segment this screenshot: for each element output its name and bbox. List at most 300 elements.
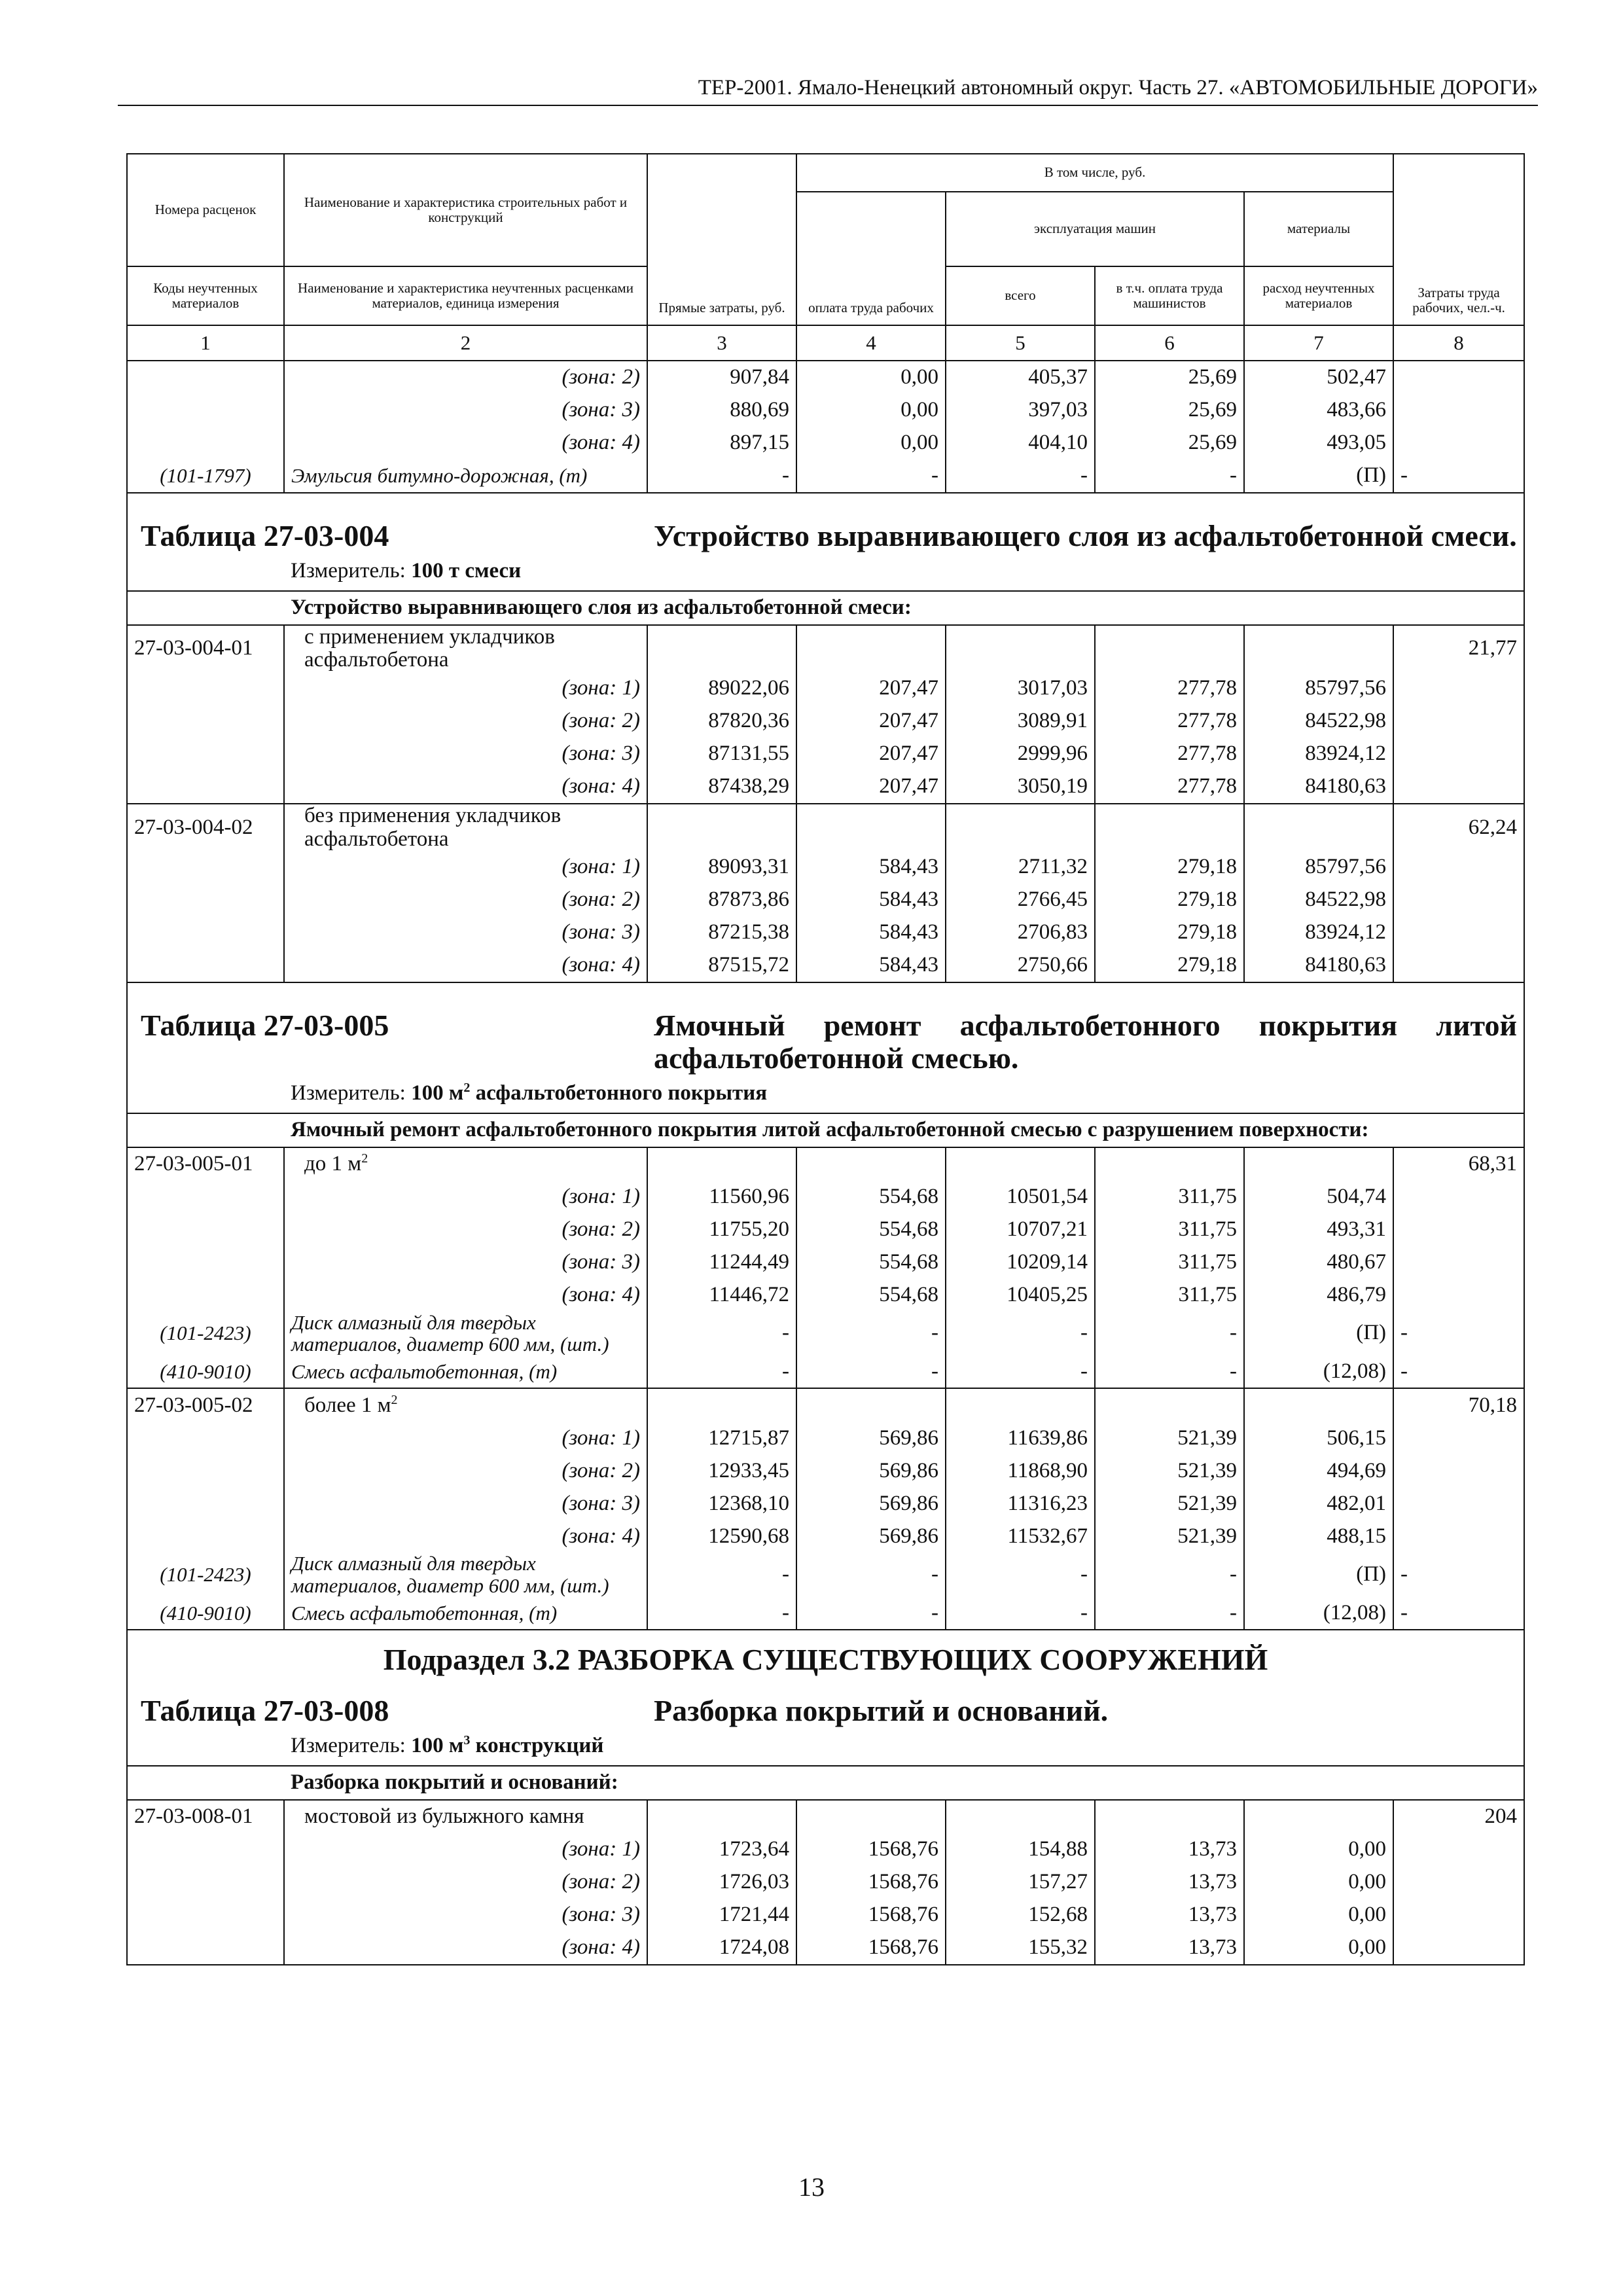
measure-prefix: Измеритель: xyxy=(291,1734,406,1758)
rate-item-row xyxy=(127,1800,1524,1833)
value-cell: - xyxy=(796,1355,946,1388)
labor-cell xyxy=(1393,1181,1524,1213)
value-cell xyxy=(647,1388,796,1422)
zone-row xyxy=(127,1279,1524,1312)
hdr-machines: эксплуатация машин xyxy=(946,192,1244,266)
zone-row xyxy=(127,770,1524,804)
value-cell: 554,68 xyxy=(796,1246,946,1279)
value-cell: 0,00 xyxy=(796,361,946,394)
rate-item-row xyxy=(127,1147,1524,1181)
value-cell xyxy=(1244,1800,1393,1833)
measure-suffix: асфальтобетонного покрытия xyxy=(475,1081,768,1105)
hdr-wages: оплата труда рабочих xyxy=(796,192,946,325)
value-cell: 83924,12 xyxy=(1244,738,1393,770)
table-004-title: Устройство выравнивающего слоя из асфальтобетонной смеси. xyxy=(647,493,1524,555)
value-cell: - xyxy=(1095,1596,1244,1630)
material-code: (410-9010) xyxy=(127,1596,284,1630)
zone-label: (зона: 2) xyxy=(284,705,647,738)
value-cell xyxy=(796,1800,946,1833)
column-index: 8 xyxy=(1393,325,1524,361)
measure-spacer xyxy=(127,1730,284,1766)
labor-cell xyxy=(1393,427,1524,459)
zone-row xyxy=(127,672,1524,705)
value-cell: 584,43 xyxy=(796,949,946,982)
material-code: (101-2423) xyxy=(127,1312,284,1355)
hdr-material-codes: Коды неучтенных материалов xyxy=(127,266,284,325)
zone-label: (зона: 2) xyxy=(284,1454,647,1487)
zone-label: (зона: 4) xyxy=(284,427,647,459)
zone-row xyxy=(127,1520,1524,1552)
value-cell xyxy=(946,1388,1095,1422)
value-cell: 279,18 xyxy=(1095,916,1244,949)
value-cell: 152,68 xyxy=(946,1899,1095,1931)
value-cell xyxy=(1244,804,1393,851)
table-005-heading xyxy=(127,982,1524,1077)
value-cell: 84180,63 xyxy=(1244,949,1393,982)
zone-label: (зона: 4) xyxy=(284,770,647,804)
table-004-section-row xyxy=(127,591,1524,625)
value-cell: 311,75 xyxy=(1095,1246,1244,1279)
value-cell: 11639,86 xyxy=(946,1422,1095,1454)
value-cell: 83924,12 xyxy=(1244,916,1393,949)
material-row xyxy=(127,459,1524,493)
value-cell: 1568,76 xyxy=(796,1866,946,1899)
superscript: 2 xyxy=(391,1393,398,1408)
value-cell: 25,69 xyxy=(1095,427,1244,459)
value-cell: 480,67 xyxy=(1244,1246,1393,1279)
value-cell xyxy=(1095,1388,1244,1422)
value-cell: 404,10 xyxy=(946,427,1095,459)
value-cell: 405,37 xyxy=(946,361,1095,394)
value-cell: 907,84 xyxy=(647,361,796,394)
value-cell: 482,01 xyxy=(1244,1487,1393,1520)
zone-row xyxy=(127,1833,1524,1866)
value-cell xyxy=(647,625,796,672)
value-cell: 3017,03 xyxy=(946,672,1095,705)
zone-label: (зона: 1) xyxy=(284,1181,647,1213)
value-cell xyxy=(647,804,796,851)
labor-value: 21,77 xyxy=(1393,625,1524,672)
material-row xyxy=(127,1355,1524,1388)
hdr-direct-costs: Прямые затраты, руб. xyxy=(647,154,796,325)
labor-cell xyxy=(1393,1279,1524,1312)
value-cell: 12715,87 xyxy=(647,1422,796,1454)
value-cell: 488,15 xyxy=(1244,1520,1393,1552)
labor-cell xyxy=(1393,361,1524,394)
code-cell xyxy=(127,1931,284,1965)
column-index-row xyxy=(127,325,1524,361)
work-name-text: до 1 м xyxy=(304,1152,362,1176)
labor-cell xyxy=(1393,916,1524,949)
value-cell: 0,00 xyxy=(1244,1866,1393,1899)
zone-label: (зона: 4) xyxy=(284,949,647,982)
zone-row xyxy=(127,427,1524,459)
value-cell: (12,08) xyxy=(1244,1596,1393,1630)
value-cell: 84522,98 xyxy=(1244,884,1393,916)
code-cell xyxy=(127,394,284,427)
table-005-section-row xyxy=(127,1113,1524,1147)
value-cell xyxy=(647,1800,796,1833)
value-cell: 494,69 xyxy=(1244,1454,1393,1487)
table-008-title: Разборка покрытий и оснований. xyxy=(647,1676,1524,1730)
zone-row xyxy=(127,1213,1524,1246)
zone-label: (зона: 2) xyxy=(284,1866,647,1899)
value-cell: - xyxy=(647,1312,796,1355)
value-cell: 25,69 xyxy=(1095,361,1244,394)
value-cell: - xyxy=(647,1596,796,1630)
value-cell: 154,88 xyxy=(946,1833,1095,1866)
value-cell: 311,75 xyxy=(1095,1181,1244,1213)
zone-row xyxy=(127,1899,1524,1931)
table-004-measure xyxy=(284,555,1524,591)
value-cell: 207,47 xyxy=(796,770,946,804)
table-008-heading xyxy=(127,1676,1524,1730)
code-cell xyxy=(127,1866,284,1899)
zone-row xyxy=(127,916,1524,949)
value-cell: 87215,38 xyxy=(647,916,796,949)
material-row xyxy=(127,1596,1524,1630)
labor-cell: - xyxy=(1393,1355,1524,1388)
hdr-materials: материалы xyxy=(1244,192,1393,266)
measure-value: 100 т смеси xyxy=(411,558,522,583)
table-004-heading xyxy=(127,493,1524,555)
labor-cell xyxy=(1393,1422,1524,1454)
material-name: Диск алмазный для твердых материалов, диаметр 600 мм, (шт.) xyxy=(284,1312,647,1355)
value-cell: 1723,64 xyxy=(647,1833,796,1866)
column-index: 1 xyxy=(127,325,284,361)
labor-cell xyxy=(1393,394,1524,427)
table-008-measure xyxy=(284,1730,1524,1766)
value-cell: 554,68 xyxy=(796,1213,946,1246)
hdr-rate-numbers: Номера расценок xyxy=(127,154,284,266)
value-cell xyxy=(1095,1147,1244,1181)
zone-row xyxy=(127,1454,1524,1487)
work-name xyxy=(284,1388,647,1422)
table-008-label: Таблица 27-03-008 xyxy=(141,1694,389,1728)
value-cell: - xyxy=(796,1312,946,1355)
value-cell: - xyxy=(1095,1312,1244,1355)
value-cell: 569,86 xyxy=(796,1520,946,1552)
value-cell: 10707,21 xyxy=(946,1213,1095,1246)
value-cell: 13,73 xyxy=(1095,1833,1244,1866)
table-005-measure xyxy=(284,1077,1524,1113)
zone-label: (зона: 4) xyxy=(284,1279,647,1312)
zone-label: (зона: 1) xyxy=(284,672,647,705)
table-005-measure-row xyxy=(127,1077,1524,1113)
value-cell: 10501,54 xyxy=(946,1181,1095,1213)
column-index: 6 xyxy=(1095,325,1244,361)
value-cell: 311,75 xyxy=(1095,1213,1244,1246)
value-cell: 2999,96 xyxy=(946,738,1095,770)
measure-spacer xyxy=(127,1077,284,1113)
value-cell: (12,08) xyxy=(1244,1355,1393,1388)
material-name: Смесь асфальтобетонная, (т) xyxy=(284,1596,647,1630)
value-cell xyxy=(1244,1388,1393,1422)
hdr-labor: Затраты труда рабочих, чел.-ч. xyxy=(1393,154,1524,325)
table-004-measure-row xyxy=(127,555,1524,591)
page-header: ТЕР-2001. Ямало-Ненецкий автономный округ. Часть 27. «АВТОМОБИЛЬНЫЕ ДОРОГИ» xyxy=(118,71,1538,106)
value-cell: 1568,76 xyxy=(796,1833,946,1866)
value-cell: 0,00 xyxy=(796,394,946,427)
material-row xyxy=(127,1312,1524,1355)
measure-value: 100 м xyxy=(411,1081,464,1105)
value-cell: 493,05 xyxy=(1244,427,1393,459)
value-cell: 13,73 xyxy=(1095,1899,1244,1931)
table-008-measure-row xyxy=(127,1730,1524,1766)
value-cell: 11244,49 xyxy=(647,1246,796,1279)
zone-row xyxy=(127,1931,1524,1965)
value-cell: - xyxy=(796,1552,946,1596)
labor-cell xyxy=(1393,705,1524,738)
labor-cell xyxy=(1393,672,1524,705)
value-cell xyxy=(647,1147,796,1181)
value-cell: 277,78 xyxy=(1095,738,1244,770)
work-name-text: мостовой из булыжного камня xyxy=(304,1804,584,1828)
hdr-including: В том числе, руб. xyxy=(796,154,1393,192)
value-cell xyxy=(1244,1147,1393,1181)
value-cell: 3050,19 xyxy=(946,770,1095,804)
zone-row xyxy=(127,394,1524,427)
page-number: 13 xyxy=(798,2172,825,2202)
value-cell: 89022,06 xyxy=(647,672,796,705)
zone-row xyxy=(127,1246,1524,1279)
measure-value: 100 м xyxy=(411,1734,464,1758)
material-code: (101-1797) xyxy=(127,459,284,493)
zone-label: (зона: 3) xyxy=(284,1246,647,1279)
labor-value: 70,18 xyxy=(1393,1388,1524,1422)
value-cell: - xyxy=(796,1596,946,1630)
zone-label: (зона: 3) xyxy=(284,1487,647,1520)
value-cell: 2711,32 xyxy=(946,851,1095,884)
value-cell: 0,00 xyxy=(796,427,946,459)
measure-superscript: 3 xyxy=(463,1733,471,1748)
zone-label: (зона: 2) xyxy=(284,361,647,394)
hdr-unaccounted-materials: расход неучтенных материалов xyxy=(1244,266,1393,325)
zone-label: (зона: 2) xyxy=(284,1213,647,1246)
value-cell: 11316,23 xyxy=(946,1487,1095,1520)
value-cell: 11560,96 xyxy=(647,1181,796,1213)
value-cell: 1568,76 xyxy=(796,1899,946,1931)
value-cell: 277,78 xyxy=(1095,705,1244,738)
labor-cell xyxy=(1393,851,1524,884)
table-005-section: Ямочный ремонт асфальтобетонного покрытия литой асфальтобетонной смесью с разрушением поверхности: xyxy=(284,1113,1524,1147)
value-cell: 521,39 xyxy=(1095,1487,1244,1520)
value-cell: 87873,86 xyxy=(647,884,796,916)
value-cell: - xyxy=(647,1355,796,1388)
value-cell: 87438,29 xyxy=(647,770,796,804)
price-table xyxy=(126,153,1525,1965)
labor-cell: - xyxy=(1393,1552,1524,1596)
labor-cell xyxy=(1393,884,1524,916)
labor-value: 68,31 xyxy=(1393,1147,1524,1181)
value-cell: 87131,55 xyxy=(647,738,796,770)
code-cell xyxy=(127,1899,284,1931)
value-cell: 12933,45 xyxy=(647,1454,796,1487)
code-cell xyxy=(127,916,284,949)
header-row-1 xyxy=(127,154,1524,192)
rate-code: 27-03-005-02 xyxy=(127,1388,284,1422)
table-008-section-row xyxy=(127,1766,1524,1800)
value-cell: 584,43 xyxy=(796,916,946,949)
value-cell: 207,47 xyxy=(796,672,946,705)
table-005-label-cell xyxy=(127,982,647,1077)
value-cell: 483,66 xyxy=(1244,394,1393,427)
zone-label: (зона: 1) xyxy=(284,1833,647,1866)
hdr-material-names: Наименование и характеристика неучтенных расценками материалов, единица измерения xyxy=(284,266,647,325)
rate-code: 27-03-004-02 xyxy=(127,804,284,851)
value-cell: 486,79 xyxy=(1244,1279,1393,1312)
value-cell: 279,18 xyxy=(1095,949,1244,982)
code-cell xyxy=(127,1833,284,1866)
column-index: 4 xyxy=(796,325,946,361)
value-cell: 87515,72 xyxy=(647,949,796,982)
column-index: 7 xyxy=(1244,325,1393,361)
zone-label: (зона: 3) xyxy=(284,738,647,770)
value-cell: 2750,66 xyxy=(946,949,1095,982)
value-cell: 311,75 xyxy=(1095,1279,1244,1312)
value-cell xyxy=(796,625,946,672)
code-cell xyxy=(127,1181,284,1213)
labor-cell xyxy=(1393,1454,1524,1487)
zone-row xyxy=(127,884,1524,916)
value-cell: 0,00 xyxy=(1244,1931,1393,1965)
section-spacer xyxy=(127,591,284,625)
hdr-work-name: Наименование и характеристика строительных работ и конструкций xyxy=(284,154,647,266)
labor-cell: - xyxy=(1393,1312,1524,1355)
column-index: 3 xyxy=(647,325,796,361)
value-cell xyxy=(1095,1800,1244,1833)
zone-label: (зона: 2) xyxy=(284,884,647,916)
rate-code: 27-03-005-01 xyxy=(127,1147,284,1181)
code-cell xyxy=(127,949,284,982)
value-cell: - xyxy=(946,1312,1095,1355)
zone-label: (зона: 4) xyxy=(284,1520,647,1552)
material-code: (101-2423) xyxy=(127,1552,284,1596)
code-cell xyxy=(127,1213,284,1246)
zone-row xyxy=(127,705,1524,738)
value-cell: (П) xyxy=(1244,1312,1393,1355)
value-cell: - xyxy=(647,459,796,493)
value-cell: 584,43 xyxy=(796,884,946,916)
work-name xyxy=(284,625,647,672)
value-cell: 155,32 xyxy=(946,1931,1095,1965)
value-cell: 569,86 xyxy=(796,1454,946,1487)
value-cell: 277,78 xyxy=(1095,770,1244,804)
zone-row xyxy=(127,1487,1524,1520)
value-cell: - xyxy=(946,459,1095,493)
zone-label: (зона: 4) xyxy=(284,1931,647,1965)
value-cell: 89093,31 xyxy=(647,851,796,884)
zone-label: (зона: 3) xyxy=(284,916,647,949)
value-cell xyxy=(796,804,946,851)
rate-code: 27-03-008-01 xyxy=(127,1800,284,1833)
hdr-machines-total: всего xyxy=(946,266,1095,325)
labor-cell xyxy=(1393,1866,1524,1899)
table-004-section: Устройство выравнивающего слоя из асфальтобетонной смеси: xyxy=(284,591,1524,625)
value-cell: 1568,76 xyxy=(796,1931,946,1965)
value-cell: 521,39 xyxy=(1095,1520,1244,1552)
table-004-label: Таблица 27-03-004 xyxy=(141,519,389,552)
value-cell xyxy=(796,1147,946,1181)
section-spacer xyxy=(127,1113,284,1147)
value-cell: 12368,10 xyxy=(647,1487,796,1520)
code-cell xyxy=(127,1454,284,1487)
code-cell xyxy=(127,672,284,705)
value-cell: 277,78 xyxy=(1095,672,1244,705)
code-cell xyxy=(127,770,284,804)
value-cell xyxy=(796,1388,946,1422)
value-cell: 2766,45 xyxy=(946,884,1095,916)
zone-row xyxy=(127,361,1524,394)
value-cell: 569,86 xyxy=(796,1422,946,1454)
value-cell: 521,39 xyxy=(1095,1454,1244,1487)
value-cell: 25,69 xyxy=(1095,394,1244,427)
value-cell: 87820,36 xyxy=(647,705,796,738)
labor-cell xyxy=(1393,1246,1524,1279)
material-name: Диск алмазный для твердых материалов, диаметр 600 мм, (шт.) xyxy=(284,1552,647,1596)
value-cell: 584,43 xyxy=(796,851,946,884)
work-name-text: с применением укладчиков асфальтобетона xyxy=(304,624,555,672)
labor-cell xyxy=(1393,1833,1524,1866)
labor-cell xyxy=(1393,738,1524,770)
measure-spacer xyxy=(127,555,284,591)
code-cell xyxy=(127,738,284,770)
value-cell: 85797,56 xyxy=(1244,672,1393,705)
zone-row xyxy=(127,851,1524,884)
code-cell xyxy=(127,361,284,394)
zone-label: (зона: 3) xyxy=(284,394,647,427)
value-cell: 502,47 xyxy=(1244,361,1393,394)
labor-cell: - xyxy=(1393,1596,1524,1630)
value-cell: 10209,14 xyxy=(946,1246,1095,1279)
value-cell: 0,00 xyxy=(1244,1833,1393,1866)
value-cell: 506,15 xyxy=(1244,1422,1393,1454)
measure-suffix: конструкций xyxy=(475,1734,604,1758)
labor-value: 204 xyxy=(1393,1800,1524,1833)
value-cell: 11446,72 xyxy=(647,1279,796,1312)
value-cell xyxy=(946,1147,1095,1181)
value-cell: 12590,68 xyxy=(647,1520,796,1552)
value-cell: - xyxy=(1095,1355,1244,1388)
hdr-machinist-wages: в т.ч. оплата труда машинистов xyxy=(1095,266,1244,325)
value-cell: - xyxy=(796,459,946,493)
value-cell: 84180,63 xyxy=(1244,770,1393,804)
table-008-label-cell xyxy=(127,1676,647,1730)
labor-cell xyxy=(1393,1520,1524,1552)
value-cell: 13,73 xyxy=(1095,1931,1244,1965)
value-cell: 85797,56 xyxy=(1244,851,1393,884)
value-cell: 0,00 xyxy=(1244,1899,1393,1931)
value-cell: 279,18 xyxy=(1095,851,1244,884)
value-cell: 279,18 xyxy=(1095,884,1244,916)
value-cell: - xyxy=(946,1355,1095,1388)
value-cell: - xyxy=(647,1552,796,1596)
value-cell: 1726,03 xyxy=(647,1866,796,1899)
zone-row xyxy=(127,1181,1524,1213)
code-cell xyxy=(127,851,284,884)
value-cell: (П) xyxy=(1244,459,1393,493)
code-cell xyxy=(127,1422,284,1454)
work-name-text: без применения укладчиков асфальтобетона xyxy=(304,803,562,851)
value-cell: 554,68 xyxy=(796,1279,946,1312)
value-cell xyxy=(1095,804,1244,851)
measure-prefix: Измеритель: xyxy=(291,1081,406,1105)
rate-code: 27-03-004-01 xyxy=(127,625,284,672)
work-name xyxy=(284,1147,647,1181)
subsection-title: Подраздел 3.2 РАЗБОРКА СУЩЕСТВУЮЩИХ СООРУЖЕНИЙ xyxy=(127,1630,1524,1676)
value-cell: 11755,20 xyxy=(647,1213,796,1246)
value-cell: - xyxy=(946,1596,1095,1630)
